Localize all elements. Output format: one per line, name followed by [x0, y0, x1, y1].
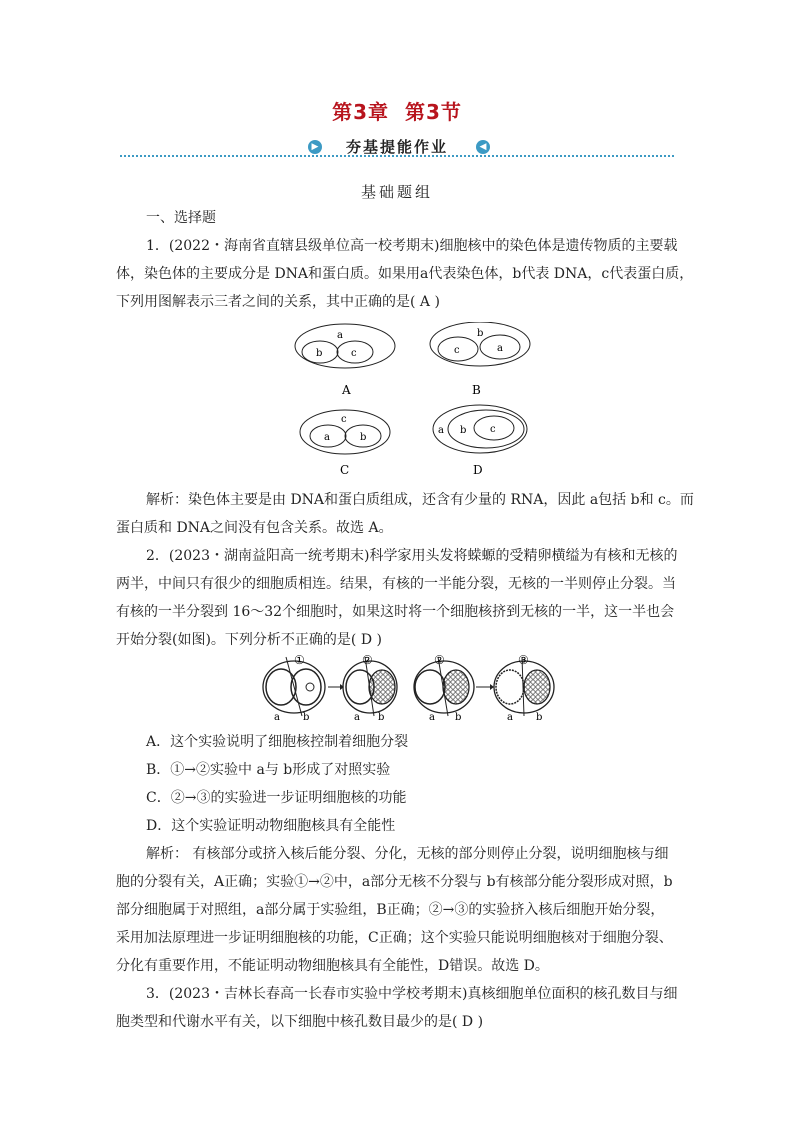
- diagram-d: [433, 405, 527, 477]
- diagram-d-caption: D: [473, 463, 483, 477]
- question-1: [116, 232, 694, 316]
- stage-4-a-label: a: [507, 712, 513, 723]
- diagram-a-right-label: c: [351, 348, 357, 359]
- diagram-b-outer-label: b: [477, 328, 484, 339]
- diagram-a: [295, 324, 395, 397]
- q1-diagrams: [280, 322, 540, 482]
- diagram-b-left-label: c: [454, 345, 460, 356]
- q2-option-b: B．①→②实验中 a与 b形成了对照实验: [146, 762, 391, 778]
- q2-explanation-line: 部分细胞属于对照组，a部分属于实验组，B正确；②→③的实验挤入核后细胞开始分裂，: [116, 902, 665, 918]
- figure-stage-4: [494, 653, 554, 723]
- q1-explanation-line: 解析：染色体主要是由 DNA和蛋白质组成，还含有少量的 RNA，因此 a包括 b和 c。而: [146, 492, 694, 508]
- diagram-a-caption: A: [342, 383, 351, 397]
- q2-option-d: D．这个实验证明动物细胞核具有全能性: [146, 818, 396, 834]
- diagram-c-outer-label: c: [341, 414, 347, 425]
- stage-4-marker: ③: [518, 653, 529, 667]
- diagram-a-outer-label: a: [337, 330, 343, 341]
- diagram-b-right-label: a: [497, 343, 503, 354]
- q2-options: [116, 728, 678, 840]
- q2-line: 有核的一半分裂到 16～32个细胞时，如果这时将一个细胞核挤到无核的一半，这一半也会: [116, 604, 675, 620]
- diagram-c-caption: C: [340, 463, 350, 477]
- stage-3-b-label: b: [455, 712, 462, 723]
- diagram-d-middle-label: b: [460, 425, 467, 436]
- q2-line: 2．(2023・湖南益阳高一统考期末)科学家用头发将蝾螈的受精卵横缢为有核和无核的: [146, 548, 678, 564]
- q2-explanation-line: 解析： 有核部分或挤入核后能分裂、分化，无核的部分则停止分裂，说明细胞核与细: [146, 846, 669, 862]
- stage-1-b-label: b: [303, 712, 310, 723]
- banner-left-arrow-icon: ▶: [308, 140, 322, 154]
- stage-2-marker: ②: [362, 653, 373, 667]
- diagram-b: [430, 322, 530, 397]
- q3-line: 胞类型和代谢水平有关，以下细胞中核孔数目最少的是( D ): [116, 1014, 484, 1030]
- diagram-b-caption: B: [472, 383, 481, 397]
- q3-line: 3．(2023・吉林长春高一长春市实验中学校考期末)真核细胞单位面积的核孔数目与细: [146, 986, 678, 1002]
- stage-1-marker: ①: [294, 653, 305, 667]
- stage-3-a-label: a: [429, 712, 435, 723]
- banner-right-arrow-icon: ◀: [476, 140, 490, 154]
- figure-stage-3: [414, 653, 474, 723]
- diagram-d-inner-label: c: [490, 424, 496, 435]
- homework-banner: [120, 136, 674, 162]
- diagram-c-left-label: a: [324, 432, 330, 443]
- q2-line: 开始分裂(如图)。下列分析不正确的是( D ): [116, 632, 382, 648]
- question-2: [116, 542, 678, 654]
- banner-text: 夯基提能作业: [345, 138, 448, 156]
- page-title: [0, 96, 794, 125]
- stage-1-a-label: a: [274, 712, 280, 723]
- stage-2-a-label: a: [354, 712, 360, 723]
- q1-line: 体，染色体的主要成分是 DNA和蛋白质。如果用a代表染色体，b代表 DNA，c代表蛋白质，: [116, 266, 694, 282]
- q1-explanation: [116, 486, 694, 542]
- q2-option-a: A．这个实验说明了细胞核控制着细胞分裂: [146, 734, 409, 750]
- q2-figure: [258, 652, 558, 724]
- q1-explanation-line: 蛋白质和 DNA之间没有包含关系。故选 A。: [116, 520, 393, 536]
- chapter-label: 第3章: [332, 100, 389, 124]
- diagram-d-outer-label: a: [438, 425, 444, 436]
- diagram-c: [300, 410, 390, 477]
- q2-explanation-line: 分化有重要作用，不能证明动物细胞核具有全能性，D错误。故选 D。: [116, 958, 549, 974]
- diagram-d-outer: [433, 405, 527, 453]
- q2-explanation-line: 采用加法原理进一步证明细胞核的功能，C正确；这个实验只能说明细胞核对于细胞分裂、: [116, 930, 673, 946]
- section-label: 第3节: [405, 100, 462, 124]
- q2-explanation-line: 胞的分裂有关，A正确；实验①→②中，a部分无核不分裂与 b有核部分能分裂形成对照，b: [116, 874, 673, 890]
- part-heading: 一、选择题: [146, 210, 216, 226]
- stage-4-b-label: b: [536, 712, 543, 723]
- group-title: 基础题组: [360, 183, 433, 201]
- diagram-c-right-label: b: [360, 432, 367, 443]
- question-3: [116, 980, 678, 1036]
- figure-stage-2: [343, 653, 397, 723]
- q2-option-c: C．②→③的实验进一步证明细胞核的功能: [146, 790, 407, 806]
- stage-3-marker: ②: [434, 653, 445, 667]
- q2-explanation: [116, 840, 678, 980]
- diagram-a-left-label: b: [316, 348, 323, 359]
- q1-line: 1．(2022・海南省直辖县级单位高一校考期末)细胞核中的染色体是遗传物质的主要载: [146, 238, 678, 254]
- stage-2-b-label: b: [378, 712, 385, 723]
- q2-line: 两半，中间只有很少的细胞质相连。结果，有核的一半能分裂，无核的一半则停止分裂。当: [116, 576, 676, 592]
- figure-stage-1: [263, 653, 325, 723]
- q1-line: 下列用图解表示三者之间的关系，其中正确的是( A ): [116, 294, 440, 310]
